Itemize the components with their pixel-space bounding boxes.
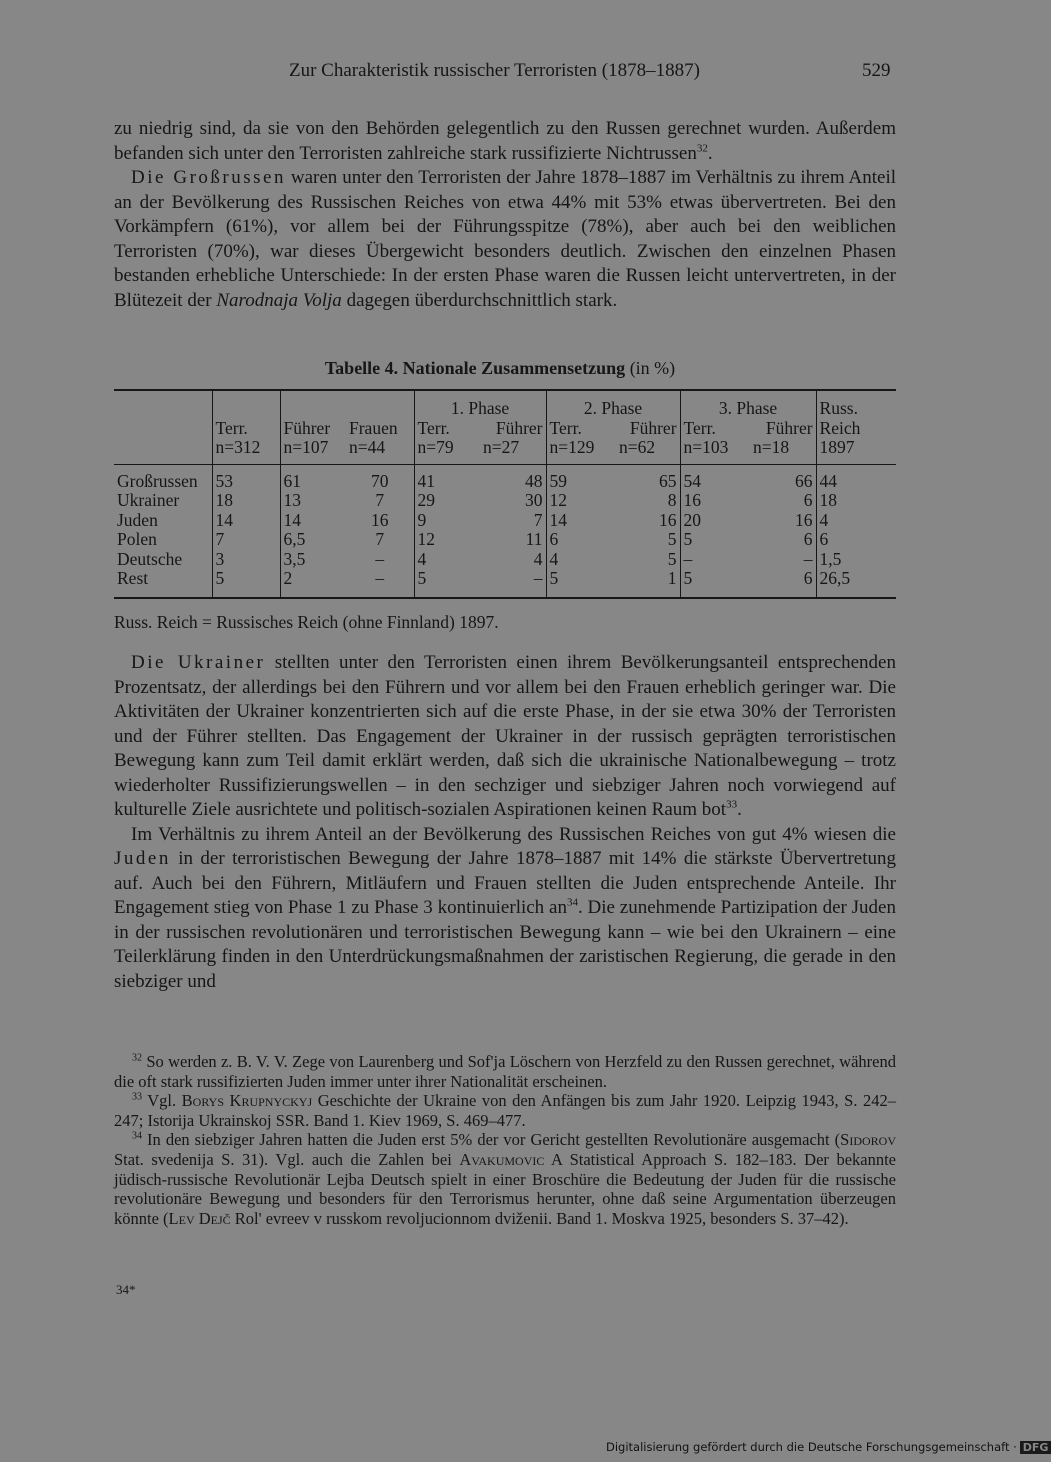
table-cell: 41 xyxy=(414,464,480,491)
table-cell: 7 xyxy=(375,490,385,510)
table-row xyxy=(114,464,896,491)
table-cell: 5 xyxy=(667,548,677,569)
phase-2-header: 2. Phase xyxy=(546,390,680,419)
phase-1-header: 1. Phase xyxy=(414,390,546,419)
table-cell: 59 xyxy=(546,464,616,491)
table-cell: 2 xyxy=(280,569,346,598)
col-header: Führer xyxy=(280,419,346,439)
table-cell: 7 xyxy=(212,530,280,550)
table-cell: 16 xyxy=(795,509,813,530)
table-cell: 4 xyxy=(533,548,543,569)
n-header: n=312 xyxy=(212,438,280,464)
table-cell: 1,5 xyxy=(816,550,896,570)
table-cell: 6 xyxy=(803,568,813,588)
table-cell: 7 xyxy=(533,509,543,530)
table-row xyxy=(114,491,896,511)
table-header-row-n xyxy=(114,438,896,464)
n-header: n=103 xyxy=(680,438,750,464)
paragraph-4: Im Verhältnis zu ihrem Anteil an der Bevölkerung des Russischen Reiches von gut 4% wiesen die Juden in der terroristischen Bewegung der Jahre 1878–1887 mit 14% die stärkste Übervertretung auf. Auch bei den Führern, Mitläufern und Frauen stellten die Juden entsprechende Anteile. Ihr Engagement stieg von Phase 1 zu Phase 3 kontinuierlich $an^{34}$. Die zunehmende Partizipation der Juden in der russischen revolutionären und terroristischen Bewegung kann – wie bei den Ukrainern – eine Teilerklärung finden in den Unterdrückungsmaßnahmen der zaristischen Regierung, die gerade in den siebziger und xyxy=(114,823,896,992)
table-cell: 48 xyxy=(525,470,543,491)
col-header: Frauen xyxy=(349,417,398,438)
running-head xyxy=(0,60,1000,86)
dfg-logo: DFG xyxy=(1020,1441,1051,1454)
table-cell: 4 xyxy=(816,511,896,531)
footnote-34: $^{34}$ In den siebziger Jahren hatten die Juden erst 5% der vor Gericht gestellten Revolutionäre ausgemacht (Sidorov Stat. svedenija S. 31). Vgl. auch die Zahlen bei Avakumovic A Statistical Approach S. 182–183. Der bekannte jüdisch-russische Revolutionär Lejba Deutsch spielt in einer Broschüre die Bedeutung der Juden für die russische revolutionäre Bewegung und besonders für den Terrorismus herunter, ohne daß seine Argumentation überzeugen könnte (Lev Dejč Rol' evreev v russkom revoljucionnom dviženii. Band 1. Moskva 1925, besonders S. 37–42). xyxy=(114,1130,897,1228)
table-container xyxy=(114,389,896,599)
table-cell: 6 xyxy=(803,529,813,549)
col-header: Führer xyxy=(629,417,677,438)
keyword-ukrainer: Die Ukrainer xyxy=(131,652,266,673)
table-cell: 3,5 xyxy=(280,550,346,570)
col-header: Führer xyxy=(495,417,543,438)
row-label: Ukrainer xyxy=(117,490,180,510)
col-header: Terr. xyxy=(212,419,280,439)
running-title: Zur Charakteristik russischer Terroristen (1878–1887) xyxy=(289,60,700,81)
table-cell: 54 xyxy=(680,464,750,491)
row-label: Juden xyxy=(117,509,158,530)
table-header-row-columns xyxy=(114,419,896,439)
n-header: n=44 xyxy=(346,438,414,464)
table-cell: 6 xyxy=(546,530,616,550)
table-cell: 44 xyxy=(816,464,896,491)
row-label: Deutsche xyxy=(117,548,183,569)
footnote-ref-32[interactable]: 32 xyxy=(696,142,708,155)
n-header: n=27 xyxy=(480,438,546,464)
n-header: n=62 xyxy=(616,438,680,464)
body-text-bottom xyxy=(114,651,896,994)
table-cell: 16 xyxy=(680,491,750,511)
table-cell: 70 xyxy=(371,470,389,491)
digitization-footer: Digitalisierung gefördert durch die Deutsche Forschungsgemeinschaft · DFG xyxy=(606,1440,1051,1454)
table-cell: 5 xyxy=(414,569,480,598)
footnote-32: $^{32}$ So werden z. B. V. V. Zege von Laurenberg und Sof'ja Löschern von Herzfeld zu den Russen gerechnet, während die oft stark russifizierten Juden immer unter ihrer Nationalität erscheinen. xyxy=(114,1052,896,1091)
table-cell: 14 xyxy=(546,511,616,531)
table-cell: 26,5 xyxy=(816,569,896,598)
paragraph-3: Die Ukrainer stellten unter den Terroristen einen ihrem Bevölkerungsanteil entsprechenden Prozentsatz, der allerdings bei den Führern und vor allem bei den Frauen erheblich geringer war. Die Aktivitäten der Ukrainer konzentrierten sich auf die erste Phase, in der sie etwa 30% der Terroristen und der Führer stellten. Das Engagement der Ukrainer in der russisch geprägten terroristischen Bewegung kann zum Teil damit erklärt werden, daß sich die ukrainische Nationalbewegung – trotz wiederholter Russifizierungswellen – in den sechziger und siebziger Jahren noch vorwiegend auf kulturelle Ziele ausrichtete und politisch-sozialen Aspirationen keinen Raum bot$^{33}$. xyxy=(114,652,896,820)
table-cell: 5 xyxy=(667,529,677,549)
paragraph-1: zu niedrig sind, da sie von den Behörden gelegentlich zu den Russen gerechnet wurden. Außerdem befanden sich unter den Terroristen zahlreiche stark russifizierte Nichtrussen$^{32}$. xyxy=(114,118,896,164)
paragraph-2: Die Großrussen waren unter den Terroristen der Jahre 1878–1887 im Verhältnis zu ihrem Anteil an der Bevölkerung des Russischen Reiches von etwa 44% mit 53% etwas übervertreten. Bei den Vorkämpfern (61%), vor allem bei der Führungsspitze (78%), aber auch bei den weiblichen Terroristen (70%), war dieses Übergewicht besonders deutlich. Zwischen den einzelnen Phasen bestanden erhebliche Unterschiede: In der ersten Phase waren die Russen leicht untervertreten, in der Blütezeit der Narodnaja Volja dagegen überdurchschnittlich stark. xyxy=(114,167,897,311)
term-narodnaja-volja: Narodnaja Volja xyxy=(216,289,342,311)
col-header: Terr. xyxy=(546,419,616,439)
row-label: Großrussen xyxy=(117,470,198,491)
table-cell: 4 xyxy=(546,550,616,570)
table-body xyxy=(114,464,896,598)
table-cell: – xyxy=(803,548,813,569)
col-header: Führer xyxy=(765,417,813,438)
table-cell: 14 xyxy=(212,511,280,531)
table-cell: 5 xyxy=(680,530,750,550)
table-cell: – xyxy=(680,550,750,570)
table-cell: 6,5 xyxy=(280,530,346,550)
table-cell: 13 xyxy=(280,491,346,511)
russ-header: Russ. xyxy=(816,390,896,419)
n-header: 1897 xyxy=(816,438,896,464)
table-cell: 8 xyxy=(667,490,677,510)
table-cell: 30 xyxy=(525,490,543,510)
table-cell: 12 xyxy=(546,491,616,511)
table-header-row-phases xyxy=(114,390,896,419)
table-row xyxy=(114,550,896,570)
n-header: n=107 xyxy=(280,438,346,464)
table-cell: 16 xyxy=(659,509,677,530)
n-header: n=129 xyxy=(546,438,616,464)
phase-3-header: 3. Phase xyxy=(680,390,816,419)
table-title: Tabelle 4. Nationale Zusammensetzung (in %) xyxy=(324,358,676,378)
table-cell: – xyxy=(533,568,543,588)
table-row xyxy=(114,511,896,531)
table-cell: 18 xyxy=(816,491,896,511)
table-cell: 6 xyxy=(816,530,896,550)
footnotes xyxy=(114,1052,896,1228)
row-label: Rest xyxy=(117,568,149,588)
col-header: Terr. xyxy=(680,419,750,439)
footnote-ref-33[interactable]: 33 xyxy=(726,798,738,811)
footnote-ref-34[interactable]: 34 xyxy=(566,896,578,909)
table-cell: – xyxy=(375,548,385,569)
table-cell: 18 xyxy=(212,491,280,511)
table-cell: 6 xyxy=(803,490,813,510)
table-cell: 12 xyxy=(414,530,480,550)
table-cell: 16 xyxy=(371,509,389,530)
author-name: Borys Krupnyckyj xyxy=(181,1091,313,1111)
table-cell: 5 xyxy=(212,569,280,598)
table-cell: 61 xyxy=(280,464,346,491)
page-number: 529 xyxy=(862,60,891,81)
nationality-table xyxy=(114,389,896,599)
table-row xyxy=(114,569,896,598)
table-cell: 29 xyxy=(414,491,480,511)
table-cell: – xyxy=(375,568,385,588)
author-name: Avakumovic xyxy=(459,1149,545,1169)
row-label: Polen xyxy=(117,529,157,549)
table-cell: 1 xyxy=(667,568,677,588)
table-cell: 14 xyxy=(280,511,346,531)
table-cell: 3 xyxy=(212,550,280,570)
signature-mark: 34* xyxy=(116,1282,136,1297)
author-name: Lev Dejč xyxy=(168,1208,231,1228)
n-header: n=18 xyxy=(750,438,816,464)
table-cell: 7 xyxy=(375,529,385,549)
table-cell: 53 xyxy=(212,464,280,491)
table-cell: 66 xyxy=(795,470,813,491)
table-cell: 11 xyxy=(525,529,543,549)
author-name: Sidorov xyxy=(840,1130,896,1150)
table-cell: 20 xyxy=(680,511,750,531)
footnote-33: $^{33}$ Vgl. Borys Krupnyckyj Geschichte der Ukraine von den Anfängen bis zum Jahr 1920. Leipzig 1943, S. 242–247; Istorija Ukrainskoj SSR. Band 1. Kiev 1969, S. 469–477. xyxy=(114,1091,897,1130)
table-row xyxy=(114,530,896,550)
table-cell: 5 xyxy=(546,569,616,598)
table-cell: 4 xyxy=(414,550,480,570)
col-header: Terr. xyxy=(414,419,480,439)
n-header: n=79 xyxy=(414,438,480,464)
table-cell: 9 xyxy=(414,511,480,531)
col-header: Reich xyxy=(816,419,896,439)
keyword-grossrussen: Die Großrussen xyxy=(131,167,286,188)
table-cell: 5 xyxy=(680,569,750,598)
table-note: Russ. Reich = Russisches Reich (ohne Finnland) 1897. xyxy=(114,612,499,632)
keyword-juden: Juden xyxy=(114,848,171,869)
table-cell: 65 xyxy=(659,470,677,491)
body-text-top xyxy=(114,117,896,313)
